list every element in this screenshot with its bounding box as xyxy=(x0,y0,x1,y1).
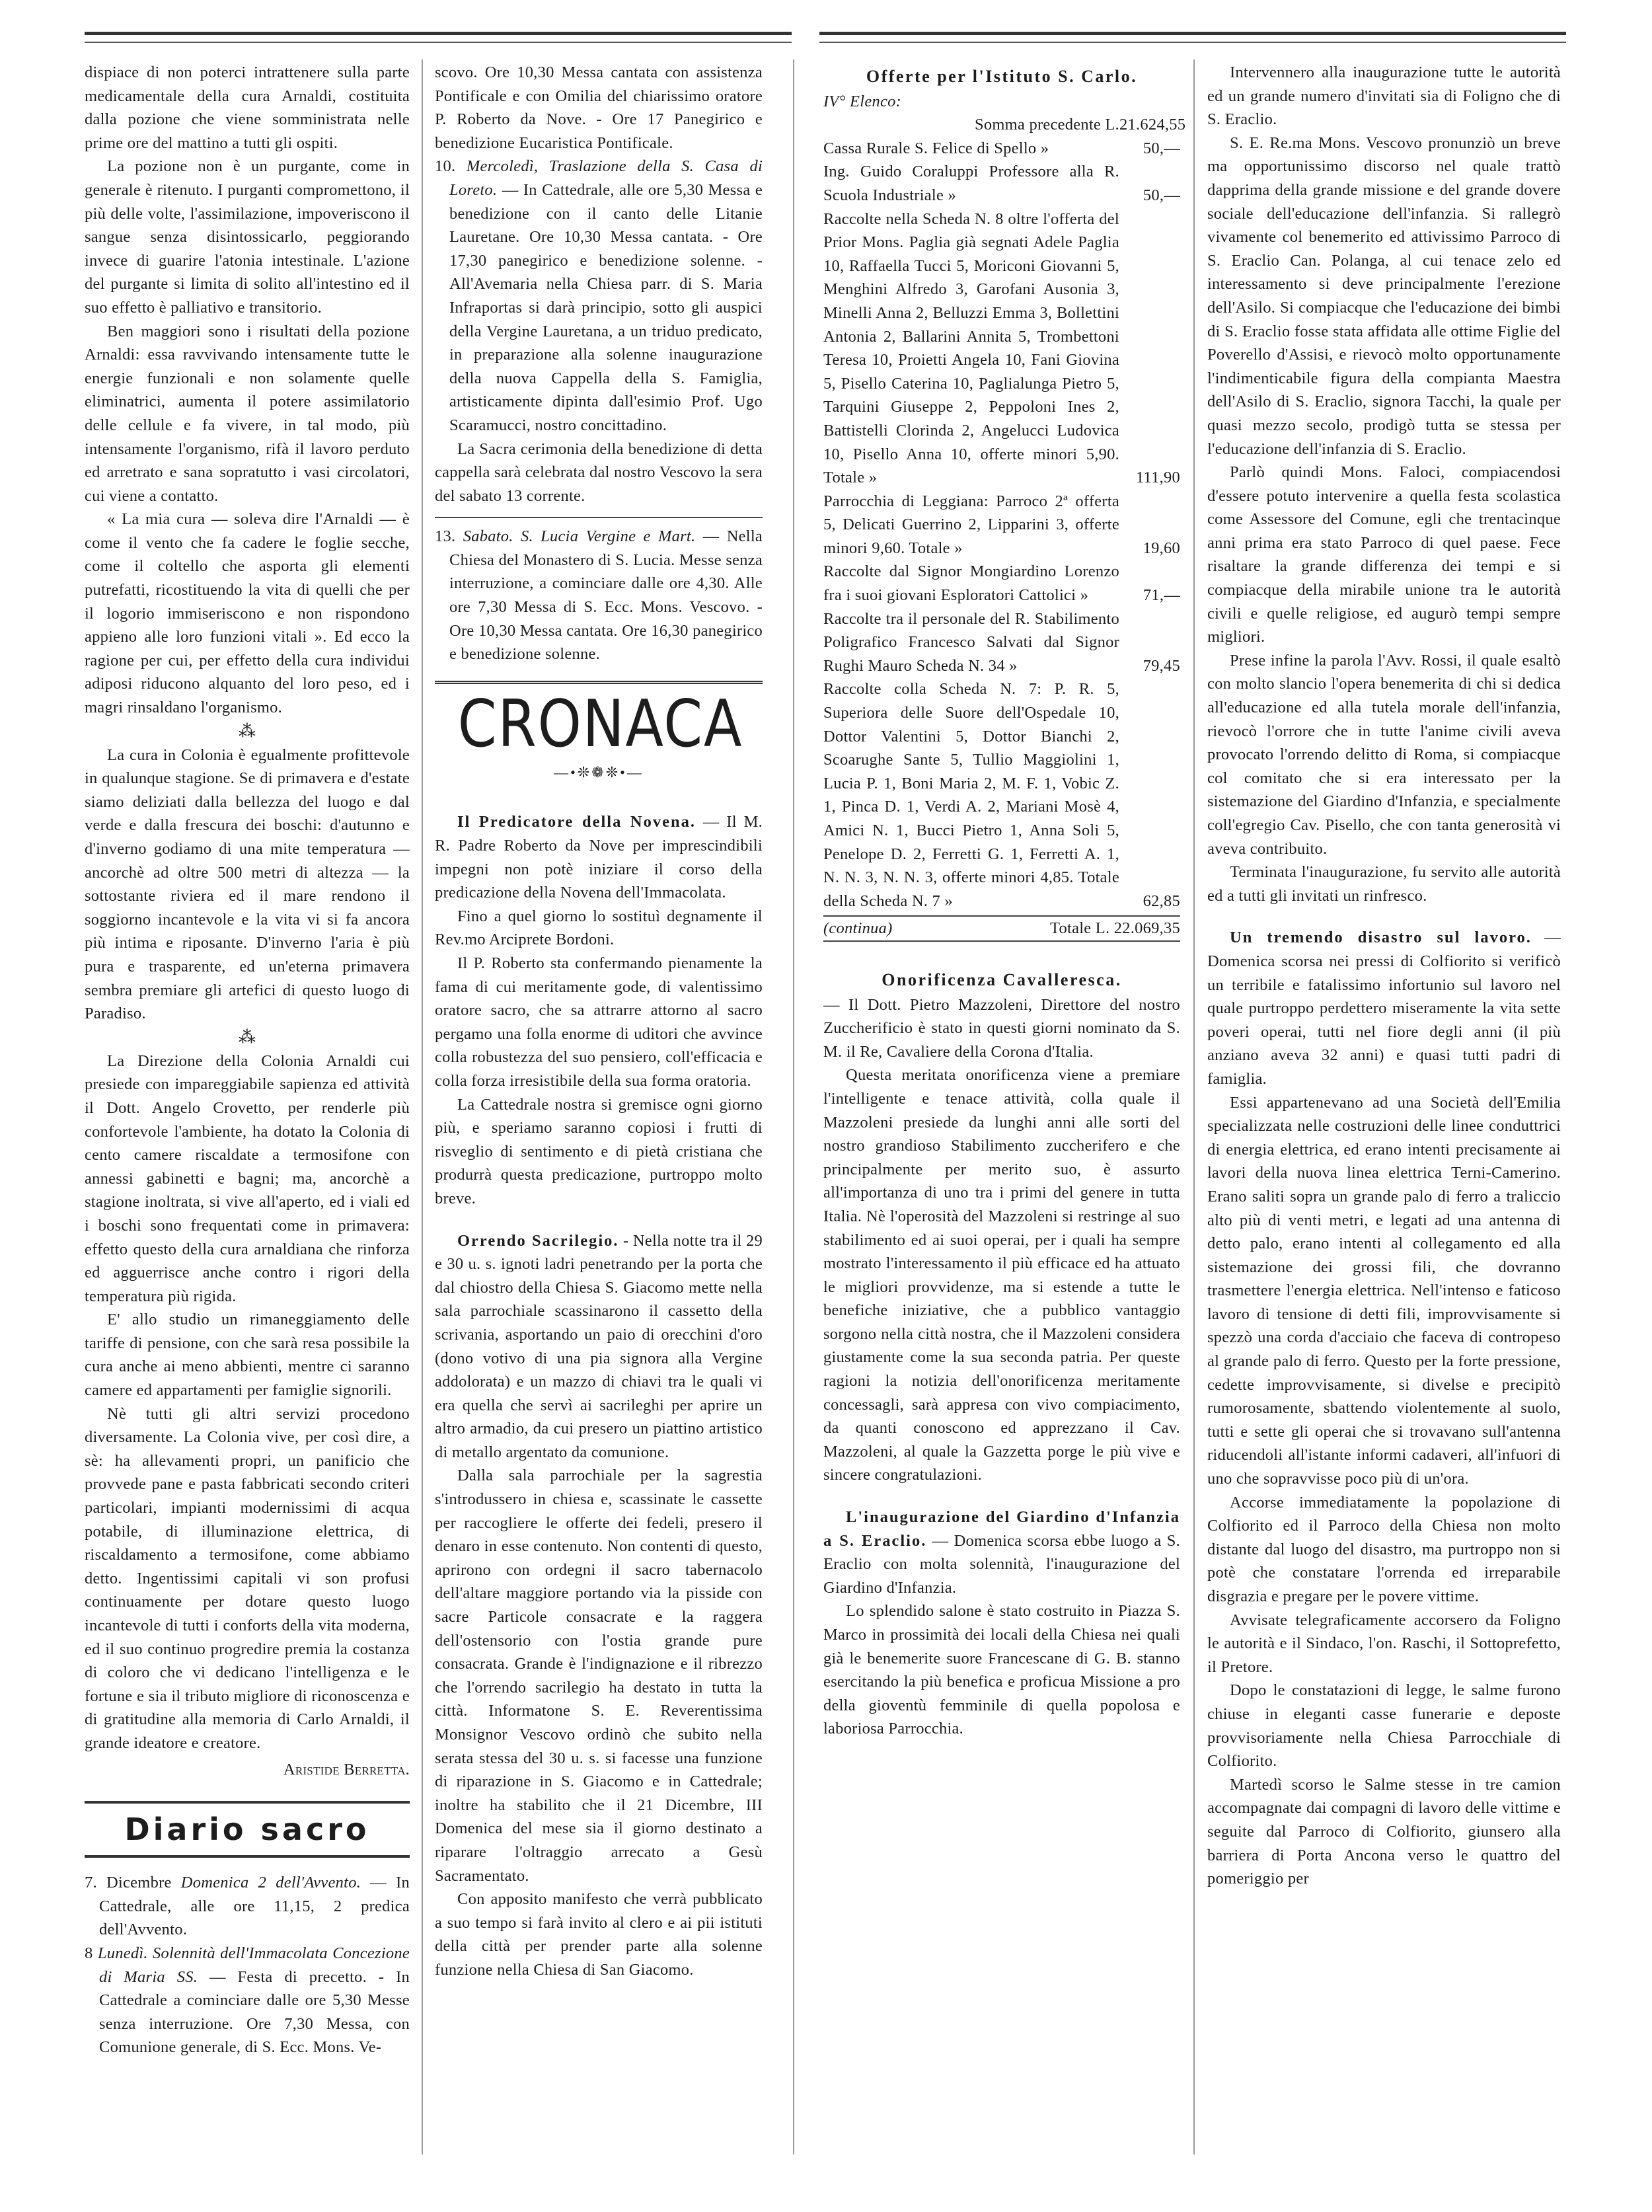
paragraph: — Il Dott. Pietro Mazzoleni, Direttore del nostro Zuccherificio è stato in questi giorni nominato da S. M. il Re, Cavaliere della Corona d'Italia. xyxy=(823,995,1180,1061)
spacer xyxy=(1207,907,1561,926)
paragraph: Martedì scorso le Salme stesse in tre camion accompagnate dai compagni di lavoro delle vittime e seguite dal Parroco di Colfiorito, giunsero alla barriera di Porta Ancona verso le quattro del pomeriggio per xyxy=(1207,1775,1561,1888)
donation-amount: 62,85 xyxy=(1143,892,1180,910)
donation-description: Raccolte tra il personale del R. Stabilimento Poligrafico Francesco Salvati dal Signor Rughi Mauro Scheda N. 34 » xyxy=(823,609,1119,675)
column-2 xyxy=(435,61,763,1982)
paragraph: La Sacra cerimonia della benedizione di detta cappella sarà celebrata dal nostro Vescovo la sera del sabato 13 corrente. xyxy=(435,439,763,505)
news-headline: Il Predicatore della Novena. xyxy=(457,813,696,831)
news-paragraph xyxy=(1207,926,1561,1090)
entry-text: — Festa di precetto. - In Cattedrale a cominciare dalle ore 5,30 Messe senza interruzione. Ore 7,30 Messa, con Comunione generale, di S. Ecc. Mons. Ve- xyxy=(99,1967,410,2057)
donation-amount: 50,— xyxy=(1143,139,1180,157)
paragraph: La Cattedrale nostra si gremisce ogni giorno più, e speriamo saranno copiosi i frutti di risveglio di sentimento e di pietà cristiana che produrrà questa predicazione, purtroppo molto breve. xyxy=(435,1095,763,1207)
column-1 xyxy=(85,61,410,2059)
paragraph: Il P. Roberto sta confermando pienamente la fama di cui meritamente gode, di valentissimo oratore sacro, che sa attrarre attorno al sacro pergamo una folla enorme di uditori che avvince colla robustezza del suo pensiero, coll'efficacia e colla forza irresistibile della sua forma oratoria. xyxy=(435,954,763,1090)
paragraph: « La mia cura — soleva dire l'Arnaldi — è come il vento che fa cadere le foglie secche, come il coltello che asporta gli elementi putrefatti, ricostituendo la vita di quelli che per il logorio immiseriscono e non rispondono appieno alle loro funzioni vitali ». Ed ecco la ragione per cui, per effetto della cura individui adiposi riducono alquanto del loro peso, ed i magri rinsaldano l'organismo. xyxy=(85,510,410,717)
donation-entry xyxy=(823,208,1180,490)
paragraph: Dalla sala parrochiale per la sagrestia s'introdussero in chiesa e, scassinate le cassette per raccogliere le offerte dei fedeli, presero il denaro in esse contenuto. Non contenti di questo, aprirono con ordegni il sacro tabernacolo dell'altare maggiore portando via la pisside con sacre Particole consacrate e la raggera dell'ostensorio con l'ostia grande pure consacrata. Grande è l'indignazione e il ribrezzo che l'orrendo sacrilegio ha destato in tutta la città. Informatone S. E. Reverentissima Monsignor Vescovo ordinò che subito nella serata stessa del 30 u. s. si facesse una funzione di riparazione in S. Giacomo e in Cattedrale; inoltre ha stabilito che il 21 Dicembre, III Domenica del mese sia il giorno destinato a riparare l'oltraggio arrecato a Gesù Sacramentato. xyxy=(435,1467,763,1885)
entry-text: — In Cattedrale, alle ore 11,15, 2 predica dell'Avvento. xyxy=(99,1874,410,1939)
divider-rule xyxy=(435,517,763,518)
donation-entry xyxy=(823,490,1180,560)
entry-day-title: Sabato. S. Lucia Vergine e Mart. xyxy=(463,527,696,546)
donation-amount: 50,— xyxy=(1143,186,1180,204)
donation-entry xyxy=(823,607,1180,678)
news-headline: L'inaugurazione del Giardino d'Infanzia a S. Eraclio. xyxy=(823,1508,1180,1550)
donation-description: Cassa Rurale S. Felice di Spello » xyxy=(823,139,1049,157)
paragraph: Parlò quindi Mons. Faloci, compiacendosi d'essere potuto intervenire a quella festa scolastica come Assessore del Comune, egli che trentacinque anni prima era stato Parroco di quel paese. Fece risaltare la grande differenza dei tempi e si compiacque della mirabile unione tra le autorità civili e quelle religiose, ed augurò tempi sempre migliori. xyxy=(1207,463,1561,646)
entry-number: 8 xyxy=(85,1944,93,1962)
paragraph: Essi appartenevano ad una Società dell'Emilia specializzata nelle costruzioni delle linee conduttrici di energia elettrica, ed erano intenti precisamente ai lavori della nuova linea elettrica Terni-Camerino. Erano saliti sopra un grande palo di ferro a traliccio alto più di venti metri, e legati ad una antenna di detto palo, erano intenti al collegamento ed alla sistemazione dei grossi fili, che dovranno trasmettere l'energia elettrica. Nell'intenso e faticoso lavoro di tensione di detti fili, improvvisamente si spezzò una corda d'acciaio che faceva di contropeso al grande palo di ferro. Questo per la forte pressione, cedette improvvisamente, si divelse e precipitò rumorosamente, sbattendo violentemente al suolo, tutti e sette gli operai che si trovavano sull'antenna riducendoli all'istante informi cadaveri, all'infuori di uno che sopravvisse poco più di un'ora. xyxy=(1207,1093,1561,1488)
column-divider xyxy=(1193,59,1195,2155)
cronaca-masthead xyxy=(435,681,763,784)
section-title: Diario sacro xyxy=(85,1801,410,1858)
entry-day-title: Domenica 2 dell'Avvento. xyxy=(180,1874,361,1892)
paragraph: Con apposito manifesto che verrà pubblicato a suo tempo si farà invito al clero e ai pii istituti della città per prender parte alla solenne funzione nella Chiesa di San Giacomo. xyxy=(435,1890,763,1979)
entry-month: Dicembre xyxy=(106,1874,172,1892)
spacer xyxy=(435,1211,763,1229)
donation-amount: 19,60 xyxy=(1143,539,1180,557)
donation-description: Somma precedente L. xyxy=(974,116,1119,134)
paragraph: dispiace di non poterci intrattenere sulla parte medicamentale della cura Arnaldi, costituita dalla pozione che viene somministrata nelle prime ore del mattino a tutti gli ospiti. xyxy=(85,63,410,152)
cronaca-title: CRONACA xyxy=(457,686,743,762)
donation-entry xyxy=(823,677,1180,913)
paragraph: Nè tutti gli altri servizi procedono diversamente. La Colonia vive, per così dire, a sè: ha allevamenti propri, un panificio che provvede pane e pasta fabbricati secondo criteri particolari, impianti modernissimi di acqua potabile, di illuminazione elettrica, di riscaldamento a termosifone, come abbiamo detto. Ingentissimi capitali vi son profusi continuamente per dotare questo luogo incantevole di tutti i conforts della vita moderna, ed il suo continuo progredire premia la costanza di coloro che vi dedicano l'intelligenza e le fortune e sia il tributo migliore di riconoscenza e di gratitudine alla memoria di Carlo Arnaldi, il grande ideatore e creatore. xyxy=(85,1404,410,1752)
donation-amount: 111,90 xyxy=(1135,469,1180,487)
ornament-divider: —•❊❁❊•— xyxy=(554,763,644,781)
donation-amount: 79,45 xyxy=(1143,656,1180,675)
paragraph: Prese infine la parola l'Avv. Rossi, il quale esaltò con molto slancio l'opera benemerita di chi si dedica all'educazione ed alla tutela morale dell'infanzia, rievocò l'orrore che in tutte l'anime civili aveva provocato l'orrendo delitto di Roma, si compiacque col comitato che si era interessato per la sistemazione del Giardino d'Infanzia, e specialmente coll'egregio Cav. Pisello, che con tanta generosità vi aveva contribuito. xyxy=(1207,651,1561,858)
list-subtitle: IV° Elenco: xyxy=(823,92,901,110)
calendar-entry xyxy=(435,525,763,666)
top-rule xyxy=(819,32,1566,43)
news-paragraph xyxy=(435,1229,763,1465)
column-4 xyxy=(1207,61,1561,1891)
spacer xyxy=(823,1487,1180,1506)
donation-total-row xyxy=(823,915,1180,942)
grand-total: Totale L. 22.069,35 xyxy=(1050,919,1180,938)
paragraph: La Direzione della Colonia Arnaldi cui presiede con impareggiabile sapienza ed attività il Dott. Angelo Crovetto, per renderle più confortevole l'ambiente, ha dotato la Colonia di cento camere riscaldate a termosifone con annessi gabinetti e bagni; ma, ancorchè a stagione inoltrata, si vive all'aperto, ed i viali ed i boschi sono frequentati come in primavera: effetto questo della cura arnaldiana che rinforza ed agguerrisce anche contro i rigori della temperatura più rigida. xyxy=(85,1051,410,1305)
calendar-entry xyxy=(435,155,763,437)
donation-description: Ing. Guido Coraluppi Professore alla R. Scuola Industriale » xyxy=(823,163,1119,204)
donation-amount: 71,— xyxy=(1143,586,1180,605)
calendar-entry xyxy=(85,1871,410,1942)
paragraph: Ben maggiori sono i risultati della pozione Arnaldi: essa ravvivando intensamente tutte le energie funzionali e non solamente quelle eliminatrici, aumenta il potere assimilatorio delle cellule e fa vivere, in tal modo, più intensamente l'organismo, rifà il lavoro perduto ed arretrato e sana sopratutto i vasi circolatori, cui viene a contatto. xyxy=(85,322,410,505)
donation-description: Parrocchia di Leggiana: Parroco 2ª offerta 5, Delicati Guerrino 2, Lipparini 3, offerte minori 9,60. Totale » xyxy=(823,492,1119,557)
paragraph: Lo splendido salone è stato costruito in Piazza S. Marco in prossimità dei locali della Chiesa nei quali già le benemerite suore Francescane di G. B. stanno esercitando la più benefica e proficua Missione a pro della gioventù femminile di quella popolosa e laboriosa Parrocchia. xyxy=(823,1602,1180,1738)
paragraph: scovo. Ore 10,30 Messa cantata con assistenza Pontificale e con Omilia del chiarissimo oratore P. Roberto da Nove. - Ore 17 Panegirico e benedizione Eucaristica Pontificale. xyxy=(435,63,763,152)
donation-description: Raccolte dal Signor Mongiardino Lorenzo fra i suoi giovani Esploratori Cattolici » xyxy=(823,562,1119,605)
paragraph: Intervennero alla inaugurazione tutte le autorità ed un grande numero d'invitati sia di Foligno che di S. Eraclio. xyxy=(1207,63,1561,129)
news-paragraph xyxy=(435,810,763,904)
column-divider xyxy=(793,59,794,2155)
donation-description: Raccolte colla Scheda N. 7: P. R. 5, Superiora delle Suore dell'Ospedale 10, Dottor Valentini 5, Dottor Bianchi 2, Scoarughe Sante 5, Tullio Maggiolini 1, Lucia P. 1, Boni Maria 2, M. F. 1, Vobic Z. 1, Pinca D. 1, Verdi A. 2, Mariani Mosè 4, Amici N. 1, Bucci Pietro 1, Anna Soli 5, Penelope D. 2, Ferretti G. 1, Ferretti A. 1, N. N. 3, N. N. 3, offerte minori 4,85. Totale della Scheda N. 7 » xyxy=(823,680,1119,910)
double-rule xyxy=(435,681,763,684)
donation-description: Raccolte nella Scheda N. 8 oltre l'offerta del Prior Mons. Paglia già segnati Adele Paglia 10, Raffaella Tucci 5, Moriconi Giovanni 5, Menghini Alfredo 3, Garofani Ausonia 3, Minelli Anna 2, Belluzzi Emma 3, Bollettini Antonia 2, Ballarini Annita 5, Trombettoni Teresa 10, Proietti Angela 10, Fani Giovina 5, Pisello Caterina 10, Paglialunga Pietro 5, Tarquini Giuseppe 2, Peppoloni Ines 2, Battistelli Clorinda 2, Angelucci Ludovica 10, Pisello Anna 10, offerte minori 5,90. Totale » xyxy=(823,210,1119,487)
paragraph: S. E. Re.ma Mons. Vescovo pronunziò un breve ma opportunissimo discorso nel quale trattò dapprima della grande missione e del grande dovere sociale dell'educazione dell'infanzia. Si rallegrò vivamente col benemerito ed attivissimo Parroco di S. Eraclio Can. Polanga, al cui tenace zelo ed interessamento si deve principalmente l'erezione dell'Asilo. Si compiacque che l'educazione dei bimbi di S. Eraclio fosse stata affidata alle ottime Figlie del Poverello d'Assisi, e rievocò molto opportunamente l'indimenticabile figura della compianta Maestra dell'Asilo di S. Eraclio, signora Tacchi, la quale per quasi mezzo secolo, prodigò tutta se stessa per l'educazione dell'infanzia di S. Eraclio. xyxy=(1207,133,1561,458)
entry-day-title: Mercoledì, Traslazione della S. Casa di Loreto. xyxy=(449,157,763,199)
paragraph: La pozione non è un purgante, come in generale è ritenuto. I purganti compromettono, il più delle volte, l'assimilazione, impoveriscono il sangue senza disintossicarlo, peggiorando invece di guarire l'atonia intestinale. L'azione del purgante si limita di solito all'intestino ed il suo effetto è palliativo e transitorio. xyxy=(85,157,410,317)
donation-amount: 21.624,55 xyxy=(1119,116,1186,134)
column-divider xyxy=(422,59,423,2155)
paragraph: Dopo le constatazioni di legge, le salme furono chiuse in eleganti casse funerarie e deposte provvisoriamente nella Chiesa Parrocchiale di Colfiorito. xyxy=(1207,1681,1561,1771)
news-text: — Domenica scorsa ebbe luogo a S. Eraclio con molta solennità, l'inaugurazione del Giardino d'Infanzia. xyxy=(823,1531,1180,1597)
top-rule xyxy=(85,32,792,43)
donation-entry xyxy=(823,160,1180,207)
article-heading: Onorificenza Cavalleresca. xyxy=(882,970,1122,989)
paragraph: La cura in Colonia è egualmente profittevole in qualunque stagione. Se di primavera e d'estate siamo deliziati dalla bellezza del luogo e dal verde e dalla frescura dei boschi: d'autunno e d'inverno godiamo di una mite temperatura — ancorchè ad oltre 500 metri di altezza — la sottostante riviera ed il mare rendono il soggiorno incantevole e la vita vi si fa ancora più intima e riposante. D'inverno l'aria è più pura e trasparente, ed un'eterna primavera sembra premiare gli artefici di questo luogo di Paradiso. xyxy=(85,745,410,1023)
donation-entry xyxy=(823,137,1180,161)
news-text: — Domenica scorsa nei pressi di Colfiorito si verificò un terribile e fatalissimo infortunio sul lavoro nel quale purtroppo perdettero miseramente la vita sette poveri operai, tutti nel fiore degli anni (il più anziano aveva 32 anni) e quasi tutti padri di famiglia. xyxy=(1207,929,1561,1088)
calendar-entry xyxy=(85,1942,410,2059)
column-3 xyxy=(823,61,1186,1741)
article-heading: Offerte per l'Istituto S. Carlo. xyxy=(866,67,1138,86)
news-headline: Orrendo Sacrilegio. xyxy=(457,1231,619,1250)
entry-day-title: Lunedì. Solennità dell'Immacolata Concezione di Maria SS. xyxy=(97,1944,410,1986)
paragraph: Terminata l'inaugurazione, fu servito alle autorità ed a tutti gli invitati un rinfresco. xyxy=(1207,863,1561,905)
continued-label: (continua) xyxy=(823,919,893,938)
paragraph: Fino a quel giorno lo sostituì degnamente il Rev.mo Arciprete Bordoni. xyxy=(435,907,763,949)
asterism-separator: ⁂ xyxy=(238,1027,256,1047)
news-text: - Nella notte tra il 29 e 30 u. s. ignoti ladri penetrando per la porta che dal chiostro della Chiesa S. Giacomo mette nella sala parrochiale scassinarono il cassetto della scrivania, asportando un paio di orecchini d'oro (dono votivo di una pia signora alla Vergine addolorata) e un mazzo di chiavi tra le quali vi era quella che servì ai sacrileghi per aprire un altro armadio, da cui presero un piattino artistico di metallo argentato da comunione. xyxy=(435,1231,763,1461)
asterism-separator: ⁂ xyxy=(238,721,256,741)
entry-text: — In Cattedrale, alle ore 5,30 Messa e benedizione con il canto delle Litanie Lauretane. Ore 10,30 Messa cantata. - Ore 17,30 panegirico e benedizione solenne. - All'Avemaria nella Chiesa parr. di S. Maria Infraportas si darà principio, sotto gli auspici della Vergine Lauretana, a un triduo predicato, in preparazione alla solenne inaugurazione della nuova Cappella della S. Famiglia, artisticamente dipinta dall'esimio Prof. Ugo Scaramucci, nostro concittadino. xyxy=(449,180,763,434)
donation-entry xyxy=(823,560,1180,607)
entry-number: 10. xyxy=(435,157,456,176)
news-text: — Il M. R. Padre Roberto da Nove per imprescindibili impegni non potè iniziare il corso della predicazione della Novena dell'Immacolata. xyxy=(435,813,763,902)
paragraph: Questa meritata onorificenza viene a premiare l'intelligente e tenace attività, colla quale il Mazzoleni presiede da lunghi anni alle sorti del nostro grandioso Stabilimento zuccherifero e che principalmente per merito suo, è assurto all'importanza di uno tra i primi del genere in tutta Italia. Nè l'operosità del Mazzoleni si restringe al suo stabilimento ed ai suoi operai, per i quali ha sempre mostrato l'interessamento il più efficace ed ha attuato le migliori provvidenze, ma si estende a tutte le benefiche iniziative, che a pubblico vantaggio sorgono nella città nostra, che il Mazzoleni considera giustamente come la sua seconda patria. Per queste ragioni la notizia dell'onorificenza meritamente concessagli, sarà appresa con vivo compiacimento, da quanti conoscono ed apprezzano il Cav. Mazzoleni, al quale la Gazzetta porge le più vive e sincere congratulazioni. xyxy=(823,1066,1180,1484)
paragraph: Accorse immediatamente la popolazione di Colfiorito ed il Parroco della Chiesa non molto distante dal luogo del disastro, ma purtroppo non si potè che constatare l'orrenda ed irreparabile disgrazia e pregare per le povere vittime. xyxy=(1207,1493,1561,1605)
paragraph: E' allo studio un rimaneggiamento delle tariffe di pensione, con che sarà resa possibile la cura anche ai meno abbienti, mentre ci saranno camere ed appartamenti per famiglie signorili. xyxy=(85,1311,410,1400)
article-signature: Aristide Berretta. xyxy=(283,1760,410,1778)
entry-number: 13. xyxy=(435,527,456,546)
paragraph: Avvisate telegraficamente accorsero da Foligno le autorità e il Sindaco, l'on. Raschi, il Sottoprefetto, il Pretore. xyxy=(1207,1611,1561,1676)
entry-text: — Nella Chiesa del Monastero di S. Lucia. Messe senza interruzione, a cominciare dalle ore 4,30. Alle ore 7,30 Messa di S. Ecc. Mons. Vescovo. - Ore 10,30 Messa cantata. Ore 16,30 panegirico e benedizione solenne. xyxy=(449,527,763,664)
news-paragraph xyxy=(823,1506,1180,1599)
news-headline: Un tremendo disastro sul lavoro. xyxy=(1230,929,1532,947)
donation-entry xyxy=(823,113,1186,137)
entry-number: 7. xyxy=(85,1874,97,1892)
